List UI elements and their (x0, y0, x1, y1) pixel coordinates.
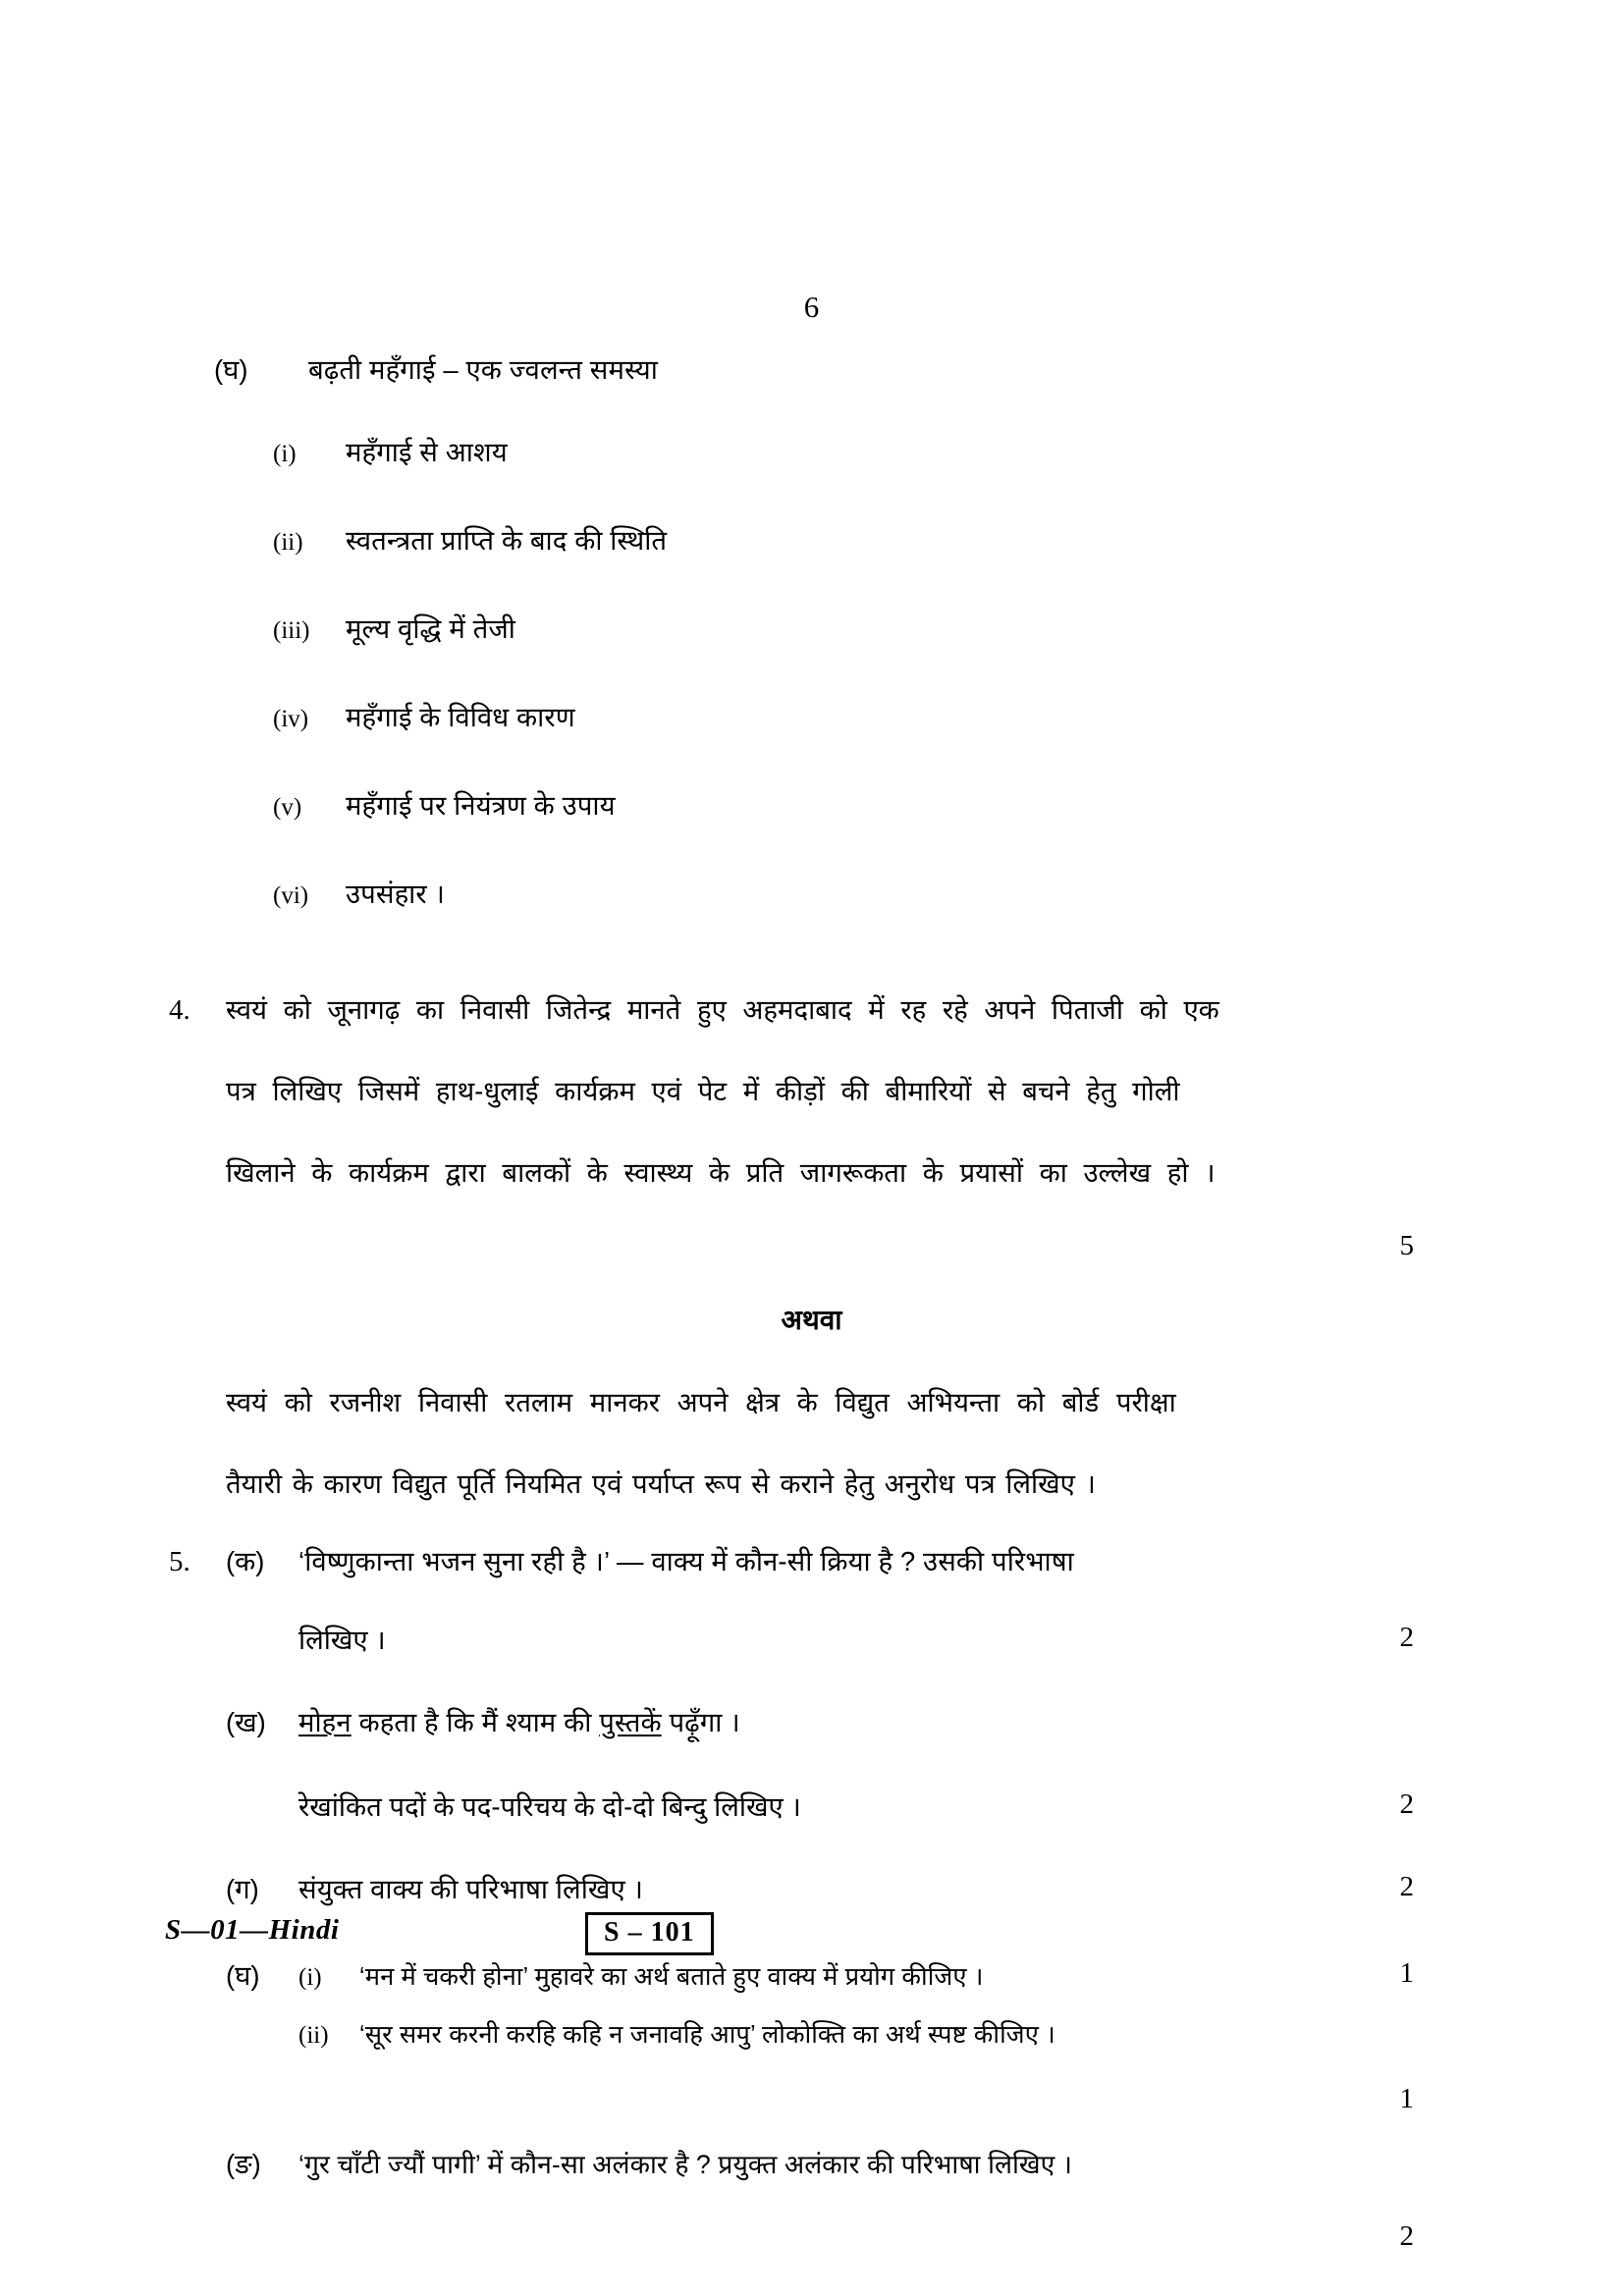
list-item-number: (vi) (273, 882, 309, 909)
question-5-part-kha-sentence (298, 1709, 740, 1736)
question-5-part-gha-sub-ii (298, 2022, 1055, 2050)
question-5-part-kha-post: पढ़ूँगा । (661, 1707, 740, 1737)
list-item-label: महँगाई से आशय (346, 437, 508, 467)
underlined-word-mohan: मोहन (298, 1707, 352, 1737)
list-item (273, 527, 667, 557)
question-5-part-kha-mid: कहता है कि मैं श्याम की (351, 1707, 600, 1737)
list-item (273, 439, 508, 468)
question-5-part-ga-label: (ग) (226, 1874, 259, 1904)
question-5-number: 5. (169, 1546, 190, 1577)
underlined-word-pustaken: पुस्तकें (599, 1707, 662, 1737)
list-item-number: (iv) (273, 706, 309, 732)
question-4-line-1: स्वयं को जूनागढ़ का निवासी जितेन्द्र मानते हुए अहमदाबाद में रह रहे अपने पिताजी को एक (226, 994, 1219, 1025)
list-item-number: (iii) (273, 617, 310, 644)
question-4-marks: 5 (1399, 1230, 1414, 1261)
question-5-part-ga-marks: 2 (1399, 1871, 1414, 1902)
list-item-number: (i) (273, 441, 297, 467)
question-5-part-kha-marks: 2 (1399, 1789, 1414, 1820)
list-item-number: (v) (273, 794, 302, 821)
alternative-label: अथवा (781, 1305, 842, 1335)
footer-paper-code: S – 101 (585, 1912, 714, 1955)
question-4-number: 4. (169, 994, 190, 1026)
question-5-part-ga (226, 1871, 643, 1907)
question-5-part-gha-sub-i-text: ‘मन में चकरी होना’ मुहावरे का अर्थ बताते हुए वाक्य में प्रयोग कीजिए । (359, 1963, 984, 1991)
question-5-part-gha-sub-ii-text: ‘सूर समर करनी करहि कहि न जनावहि आपु’ लोकोक्ति का अर्थ स्पष्ट कीजिए । (359, 2021, 1055, 2049)
question-5-part-gha-sub-i-number: (i) (298, 1964, 322, 1991)
list-item-label: महँगाई पर नियंत्रण के उपाय (346, 790, 616, 821)
section-gha-heading (214, 351, 658, 388)
question-5-part-nga-label: (ङ) (226, 2149, 261, 2179)
list-item-label: महँगाई के विविध कारण (346, 702, 575, 732)
question-4-alt-line-1: स्वयं को रजनीश निवासी रतलाम मानकर अपने क्षेत्र के विद्युत अभियन्ता को बोर्ड परीक्षा (226, 1387, 1176, 1417)
question-4-line-3: खिलाने के कार्यक्रम द्वारा बालकों के स्वास्थ्य के प्रति जागरूकता के प्रयासों का उल्लेख हो । (226, 1157, 1216, 1188)
question-5-part-ka-line-1: ‘विष्णुकान्ता भजन सुना रही है ।’ — वाक्य में कौन-सी क्रिया है ? उसकी परिभाषा (298, 1546, 1074, 1576)
question-5-part-gha-sub-ii-marks: 1 (1399, 2083, 1414, 2114)
question-5 (169, 1543, 1074, 1579)
question-5-part-ka-label: (क) (226, 1546, 265, 1576)
question-5-part-kha-label: (ख) (226, 1707, 266, 1737)
question-5-part-gha-label: (घ) (226, 1960, 260, 1991)
question-5-part-kha-line-2: रेखांकित पदों के पद-परिचय के दो-दो बिन्दु लिखिए । (298, 1791, 801, 1822)
question-5-part-gha (226, 1957, 984, 1994)
section-gha-label: (घ) (214, 354, 248, 385)
question-4 (169, 991, 1219, 1028)
question-5-part-ka-line-2: लिखिए । (298, 1625, 386, 1655)
question-5-part-gha-sub-ii-number: (ii) (298, 2022, 329, 2049)
list-item (273, 881, 445, 910)
list-item (273, 792, 616, 822)
question-5-part-kha (226, 1704, 740, 1740)
section-gha-title: बढ़ती महँगाई – एक ज्वलन्त समस्या (308, 354, 658, 385)
footer-paper-name: S—01—Hindi (165, 1914, 340, 1946)
question-5-part-nga-line-1: ‘गुर चाँटी ज्यौं पागी’ में कौन-सा अलंकार है ? प्रयुक्त अलंकार की परिभाषा लिखिए । (298, 2150, 1073, 2179)
question-5-part-nga-marks: 2 (1399, 2220, 1414, 2252)
list-item-label: मूल्य वृद्धि में तेजी (346, 614, 516, 644)
page-number: 6 (803, 290, 820, 324)
question-4-alt-line-2: तैयारी के कारण विद्युत पूर्ति नियमित एवं पर्याप्त रूप से कराने हेतु अनुरोध पत्र लिखिए । (226, 1468, 1096, 1499)
question-5-part-nga (226, 2146, 1072, 2182)
list-item-label: उपसंहार । (346, 879, 446, 909)
question-5-part-gha-sub-i-marks: 1 (1399, 1957, 1414, 1989)
list-item (273, 704, 575, 733)
list-item-number: (ii) (273, 529, 303, 556)
list-item-label: स्वतन्त्रता प्राप्ति के बाद की स्थिति (346, 525, 668, 556)
question-4-line-2: पत्र लिखिए जिसमें हाथ-धुलाई कार्यक्रम एवं पेट में कीड़ों की बीमारियों से बचने हेतु गोली (226, 1076, 1180, 1106)
question-5-part-ga-line-1: संयुक्त वाक्य की परिभाषा लिखिए । (298, 1874, 644, 1904)
question-5-part-ka-marks: 2 (1399, 1622, 1414, 1653)
list-item (273, 615, 515, 645)
